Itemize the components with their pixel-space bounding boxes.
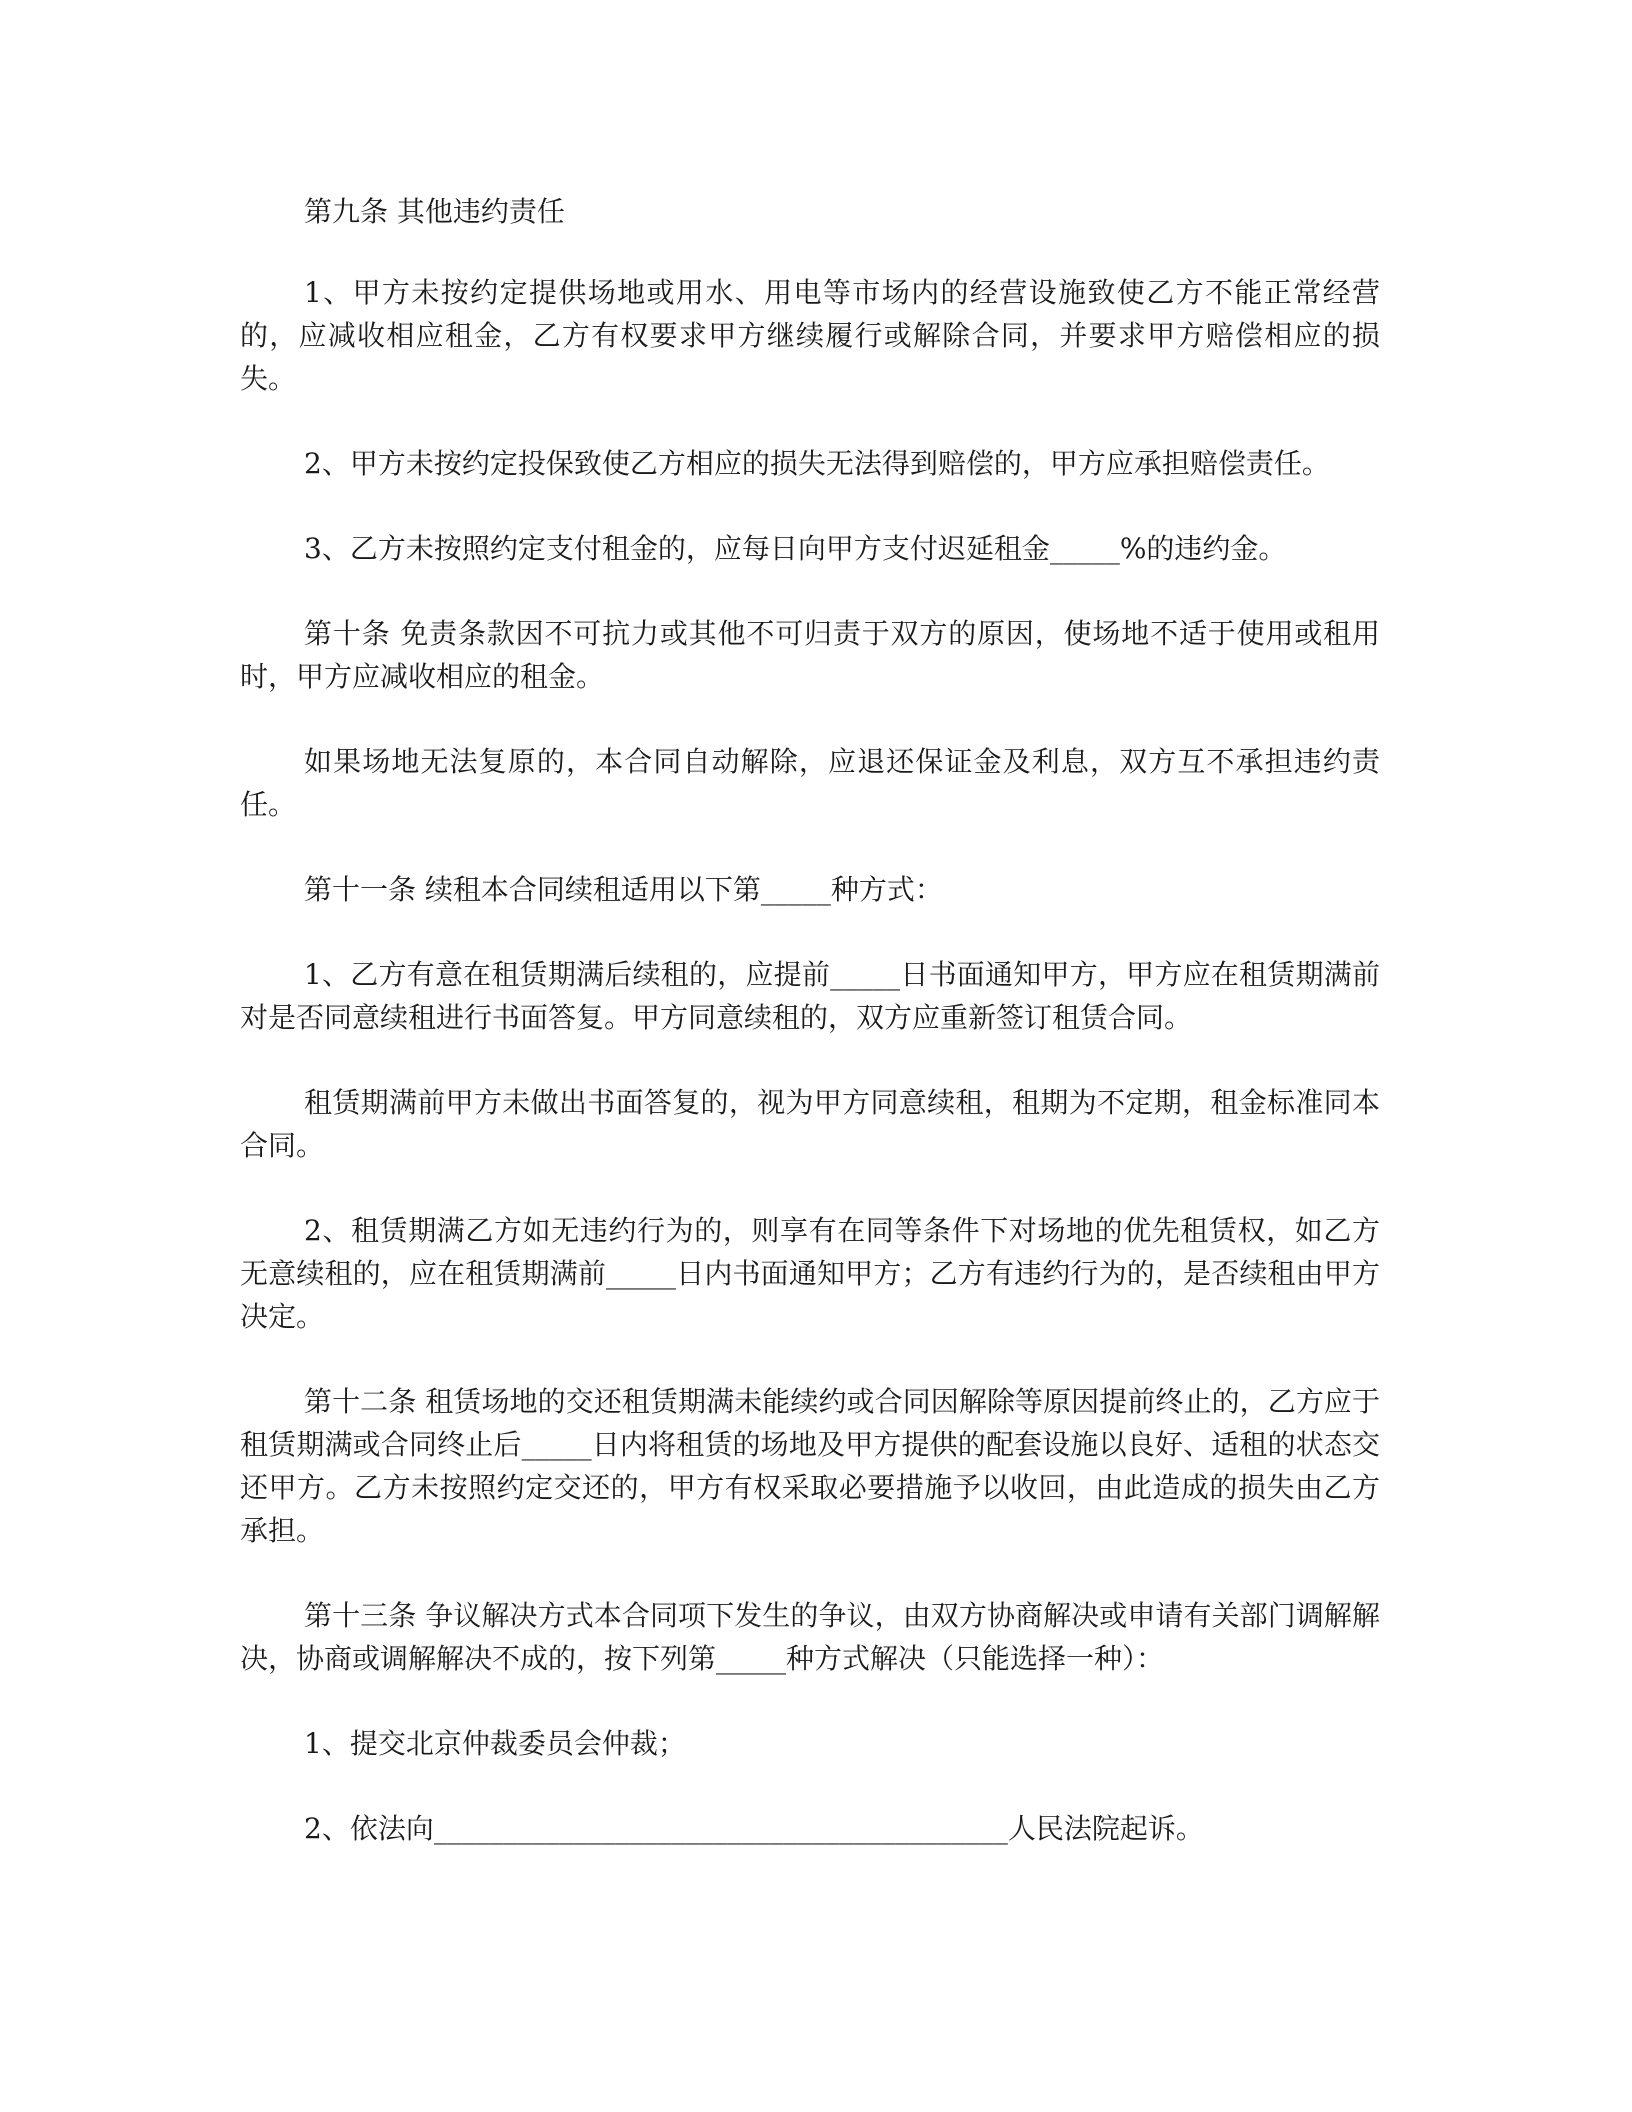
article-13-option-2: 2、依法向_________________________________________人民法院起诉。 (304, 1812, 1204, 1845)
article-11-clause-1-continuation: 租赁期满前甲方未做出书面答复的，视为甲方同意续租，租期为不定期，租金标准同本合同。 (240, 1086, 1380, 1162)
article-9-heading: 第九条 其他违约责任 (304, 195, 565, 228)
article-11-clause-1: 1、乙方有意在租赁期满后续租的，应提前_____日书面通知甲方，甲方应在租赁期满前对是否同意续租进行书面答复。甲方同意续租的，双方应重新签订租赁合同。 (240, 958, 1380, 1034)
article-11-clause-2: 2、租赁期满乙方如无违约行为的，则享有在同等条件下对场地的优先租赁权，如乙方无意续租的，应在租赁期满前_____日内书面通知甲方；乙方有违约行为的，是否续租由甲方决定。 (240, 1214, 1380, 1333)
article-9-clause-3: 3、乙方未按照约定支付租金的，应每日向甲方支付迟延租金_____%的违约金。 (304, 532, 1287, 565)
article-10-continuation: 如果场地无法复原的，本合同自动解除，应退还保证金及利息，双方互不承担违约责任。 (240, 745, 1380, 821)
article-12-paragraph: 第十二条 租赁场地的交还租赁期满未能续约或合同因解除等原因提前终止的，乙方应于租赁期满或合同终止后_____日内将租赁的场地及甲方提供的配套设施以良好、适租的状态交还甲方。乙方未按照约定交还的，甲方有权采取必要措施予以收回，由此造成的损失由乙方承担。 (240, 1385, 1380, 1547)
article-9-clause-2: 2、甲方未按约定投保致使乙方相应的损失无法得到赔偿的，甲方应承担赔偿责任。 (304, 447, 1330, 480)
article-13-paragraph: 第十三条 争议解决方式本合同项下发生的争议，由双方协商解决或申请有关部门调解解决，协商或调解解决不成的，按下列第_____种方式解决（只能选择一种）： (240, 1599, 1380, 1675)
article-10-paragraph: 第十条 免责条款因不可抗力或其他不可归责于双方的原因，使场地不适于使用或租用时，甲方应减收相应的租金。 (240, 617, 1380, 693)
article-11-paragraph: 第十一条 续租本合同续租适用以下第_____种方式： (304, 873, 943, 906)
document-page (240, 190, 1380, 1892)
article-13-option-1: 1、提交北京仲裁委员会仲裁； (304, 1727, 686, 1760)
article-9-clause-1: 1、甲方未按约定提供场地或用水、用电等市场内的经营设施致使乙方不能正常经营的，应减收相应租金，乙方有权要求甲方继续履行或解除合同，并要求甲方赔偿相应的损失。 (240, 276, 1380, 395)
